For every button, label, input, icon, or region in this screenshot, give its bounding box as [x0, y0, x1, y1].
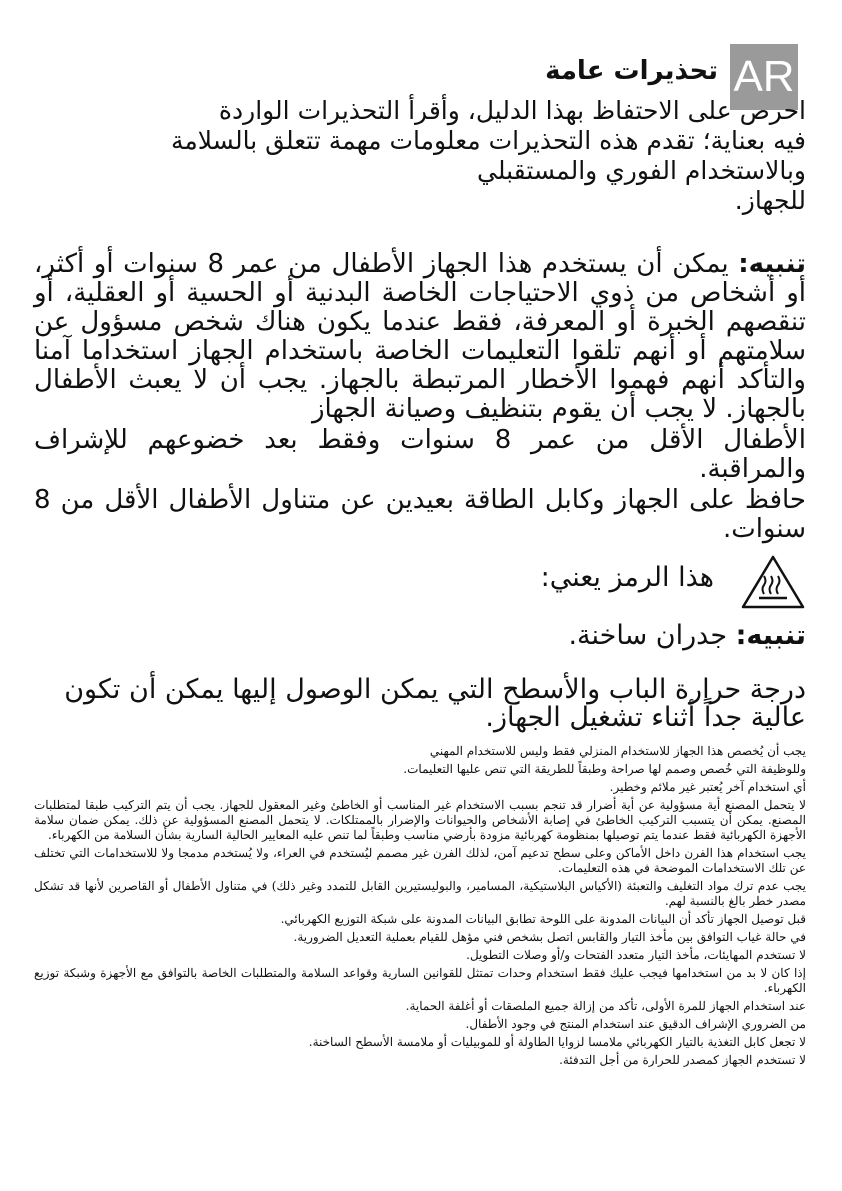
note-item: يجب عدم ترك مواد التغليف والتعبئة (الأكياس البلاستيكية، المسامير، والبوليستيرين القابل للتمدد وغير ذلك) في متناول الأطفال أو القاصرين لأنها قد تشكل مصدر خطر بالغ بالنسبة لهم.	[34, 879, 806, 908]
warning-paragraph	[34, 250, 806, 424]
note-item: في حالة غياب التوافق بين مأخذ التيار والقابس اتصل بشخص فني مؤهل للقيام بعملية التعديل الضرورية.	[293, 930, 806, 944]
intro-line: احرص على الاحتفاظ بهذا الدليل، وأقرأ التحذيرات الواردة	[218, 96, 806, 125]
intro-line: للجهاز.	[734, 186, 806, 215]
hot-surface-warning-icon	[740, 554, 806, 610]
symbol-meaning-label: هذا الرمز يعني:	[540, 562, 714, 593]
child-safety-warning	[34, 250, 806, 546]
hot-walls-caution	[34, 620, 806, 652]
note-item: قبل توصيل الجهاز تأكد أن البيانات المدونة على اللوحة تطابق البيانات المدونة على شبكة التوزيع الكهربائي.	[280, 912, 806, 926]
note-item: لا تجعل كابل التغذية بالتيار الكهربائي ملامسا لزوايا الطاولة أو للموبيليات أو ملامسة الأسطح الساخنة.	[308, 1035, 806, 1049]
note-item: أي استخدام آخر يُعتبر غير ملائم وخطير.	[609, 780, 806, 794]
intro-paragraph	[34, 96, 806, 216]
note-item: لا يتحمل المصنع أية مسؤولية عن أية أضرار قد تنجم بسبب الاستخدام غير المناسب أو الخاطئ وغير المعقول للجهاز. يجب أن يتم التركيب طبقا لمتطلبات المصنع. يمكن أن يتسبب التركيب الخاطئ في إصابة الأشخاص والحيوانات والإضرار بالممتلكات. لا يتحمل المصنع المسؤولية عن ذلك. يمكن ضمان سلامة الأجهزة الكهربائية فقط عندما يتم توصيلها بمنظومة كهربائية مزودة بأرضي مناسب وطبقاً لما تنص عليه المعايير الحالية السارية بشأن السلامة من الكهرباء.	[34, 798, 806, 842]
note-item: إذا كان لا بد من استخدامها فيجب عليك فقط استخدام وحدات تمتثل للقوانين السارية وقواعد السلامة والمتطلبات الخاصة بالتوافق مع الأجهزة وشبكة توزيع الكهرباء.	[34, 966, 806, 995]
warning-paragraph-2: الأطفال الأقل من عمر 8 سنوات وفقط بعد خضوعهم للإشراف والمراقبة.	[34, 425, 806, 484]
note-item: يجب استخدام هذا الفرن داخل الأماكن وعلى سطح تدعيم آمن، لذلك الفرن غير مصمم ليُستخدم في العراء، ولا يُستخدم مدمجا ولا للاستخدامات التي تختلف عن تلك الاستخدامات الموضحة في هذه التعليمات.	[34, 846, 806, 875]
warning-label: تنبيه:	[738, 249, 806, 279]
general-notes	[34, 744, 806, 1071]
caution-label: تنبيه:	[735, 620, 806, 651]
warning-paragraph-3: حافظ على الجهاز وكابل الطاقة بعيدين عن متناول الأطفال الأقل من 8 سنوات.	[34, 485, 806, 544]
note-item: من الضروري الإشراف الدقيق عند استخدام المنتج في وجود الأطفال.	[465, 1017, 806, 1031]
intro-line: وبالاستخدام الفوري والمستقبلي	[477, 156, 806, 185]
caution-text: جدران ساخنة.	[568, 620, 736, 651]
symbol-explanation	[34, 548, 806, 614]
note-item: عند استخدام الجهاز للمرة الأولى، تأكد من إزالة جميع الملصقات أو أغلفة الحماية.	[405, 999, 806, 1013]
note-item: لا تستخدم المهايئات، مأخذ التيار متعدد الفتحات و/أو وصلات التطويل.	[466, 948, 806, 962]
language-badge: AR	[730, 44, 798, 110]
note-item: وللوظيفة التي خُصص وصمم لها صراحة وطبقاً للطريقة التي تنص عليها التعليمات.	[403, 762, 806, 776]
note-item: يجب أن يُخصص هذا الجهاز للاستخدام المنزلي فقط وليس للاستخدام المهني	[429, 744, 806, 758]
intro-line: فيه بعناية؛ تقدم هذه التحذيرات معلومات مهمة تتعلق بالسلامة	[170, 126, 806, 155]
note-item: لا تستخدم الجهاز كمصدر للحرارة من أجل التدفئة.	[559, 1053, 806, 1067]
hot-surfaces-paragraph: درجة حرارة الباب والأسطح التي يمكن الوصول إليها يمكن أن تكون عالية جداً أثناء تشغيل الجهاز.	[64, 674, 806, 733]
warning-text: يمكن أن يستخدم هذا الجهاز الأطفال من عمر 8 سنوات أو أكثر، أو أشخاص من ذوي الاحتياجات الخاصة البدنية أو الحسية أو العقلية، أو تنقصهم الخبرة أو المعرفة، فقط عندما يكون هناك شخص مسؤول عن سلامتهم أو أنهم تلقوا التعليمات الخاصة باستخدام الجهاز استخداما آمنا والتأكد أنهم فهموا الأخطار المرتبطة بالجهاز. يجب أن لا يعبث الأطفال بالجهاز. لا يجب أن يقوم بتنظيف وصيانة الجهاز	[34, 249, 806, 424]
section-title: تحذيرات عامة	[545, 56, 718, 86]
